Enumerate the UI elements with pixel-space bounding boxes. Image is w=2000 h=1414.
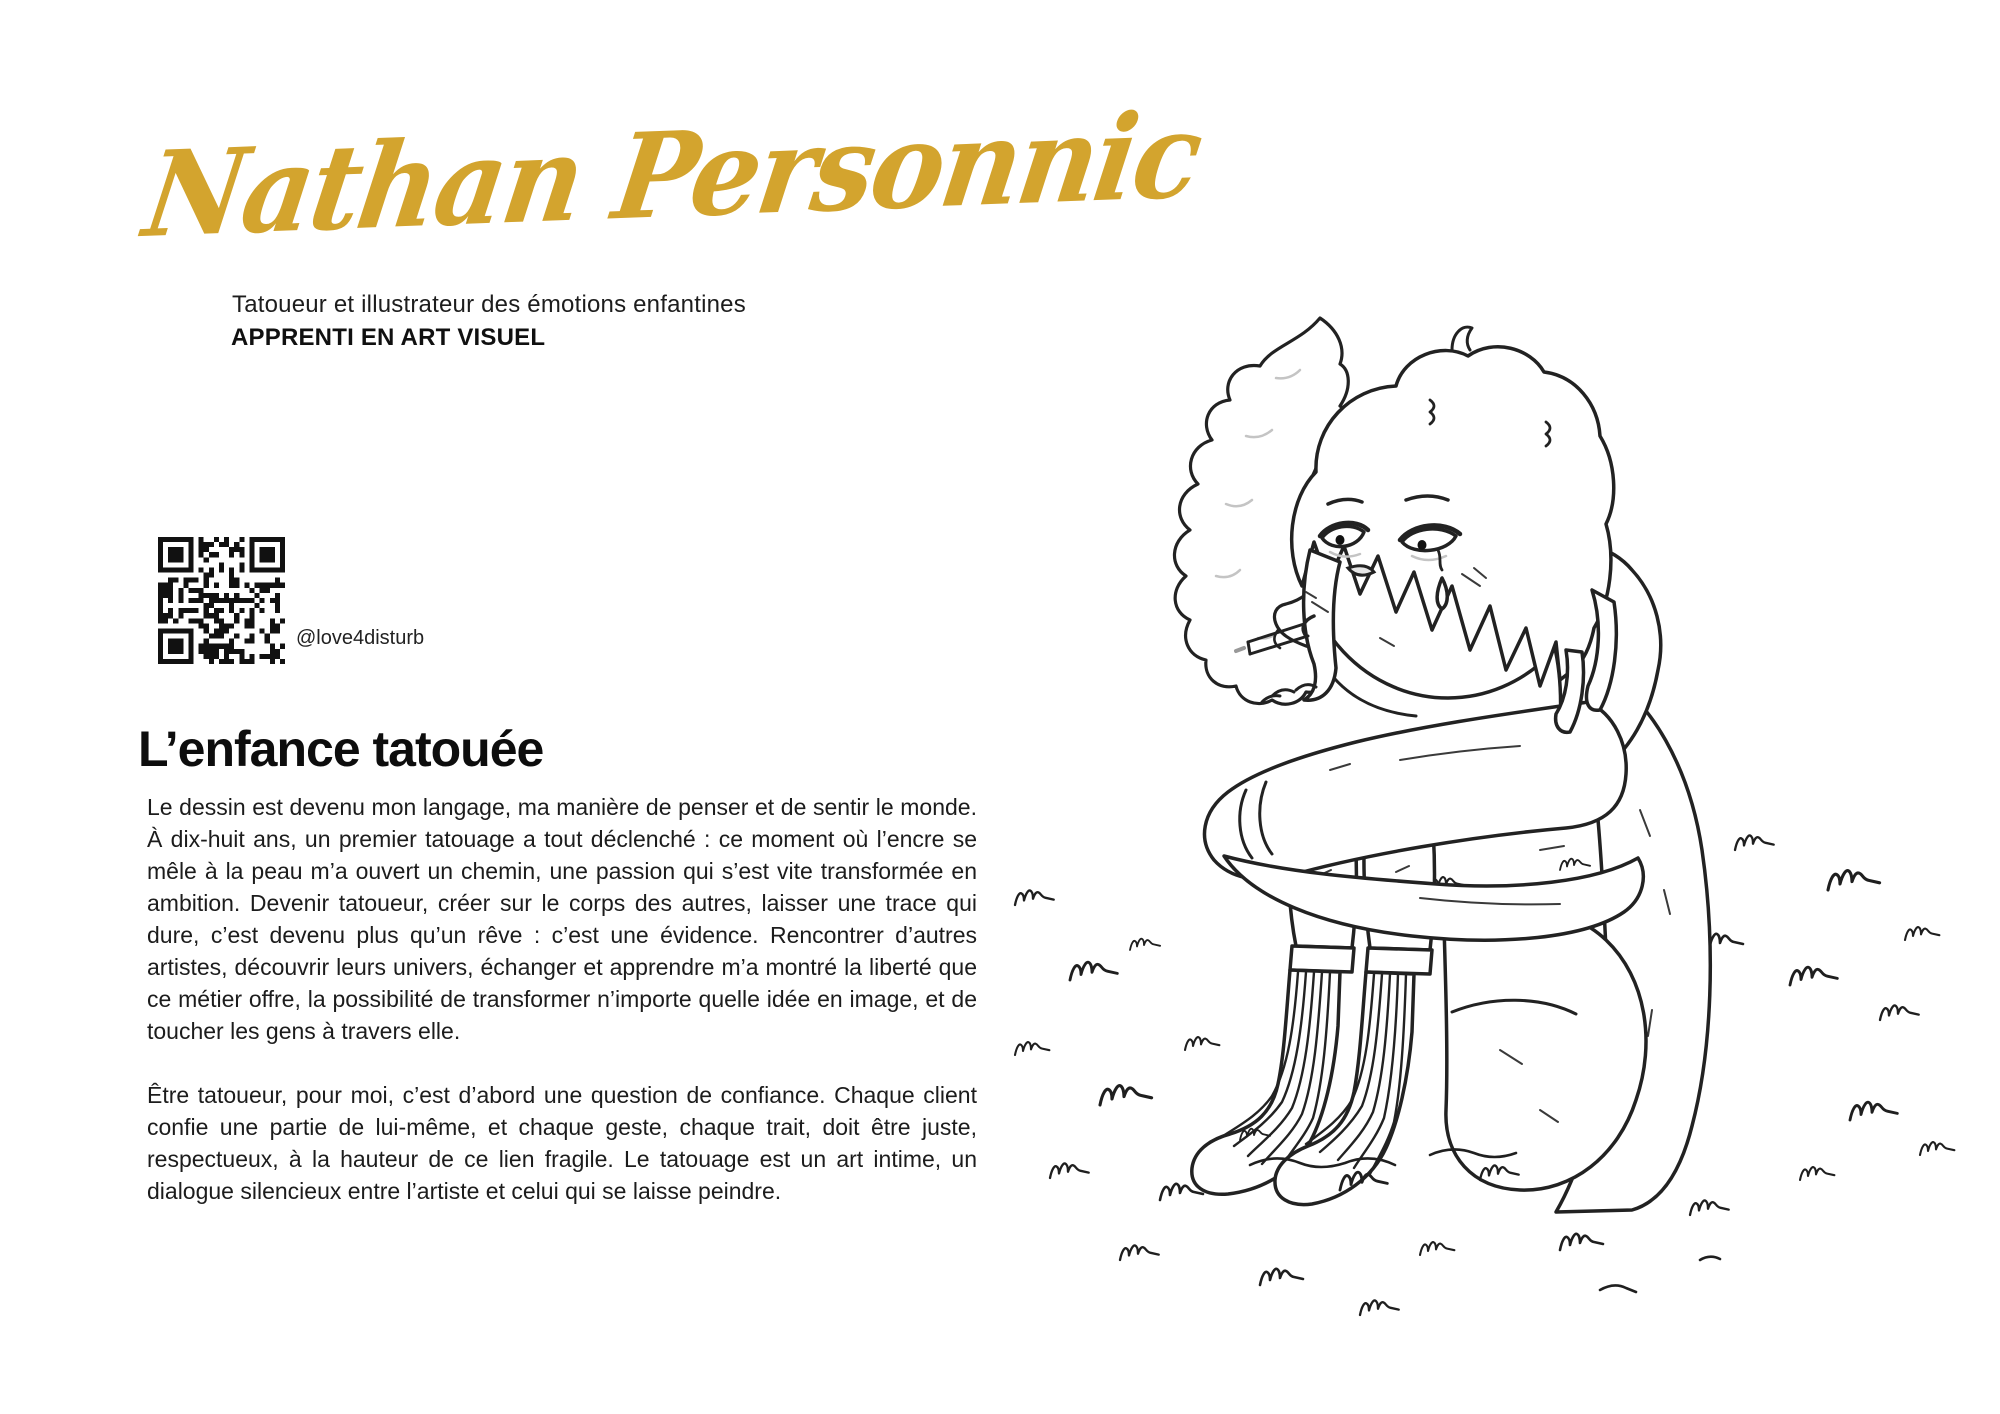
article-paragraph: Le dessin est devenu mon langage, ma manière de penser et de sentir le monde. À dix-huit ans, un premier tatouage a tout déclenché : ce moment où l’encre se mêle à la peau m’a ouvert un chemin, une passion qui s’est vite transformée en ambition. Devenir tatoueur, créer sur le corps des autres, laisser une trace qui dure, c’est devenu plus qu’un rêve : c’est une évidence. Rencontrer d’autres artistes, découvrir leurs univers, échanger et apprendre m’a montré la liberté que ce métier offre, la possibilité de transformer n’importe quelle idée en image, et de toucher les gens à travers elle. (147, 794, 977, 1044)
artist-signature: Nathan Personnic (136, 85, 1209, 264)
article-body (147, 791, 977, 1239)
artist-role: APPRENTI EN ART VISUEL (231, 324, 546, 351)
qr-code (158, 537, 285, 664)
artist-subtitle: Tatoueur et illustrateur des émotions enfantines (232, 291, 746, 318)
article-paragraph: Être tatoueur, pour moi, c’est d’abord une question de confiance. Chaque client confie une partie de lui-même, et chaque geste, chaque trait, doit être juste, respectueux, à la hauteur de ce lien fragile. Le tatouage est un art intime, un dialogue silencieux entre l’artiste et celui qui se laisse peindre. (147, 1082, 977, 1204)
page-title: L’enfance tatouée (138, 720, 544, 777)
social-handle: @love4disturb (296, 627, 425, 649)
child-smoking-illustration (1000, 250, 1960, 1342)
